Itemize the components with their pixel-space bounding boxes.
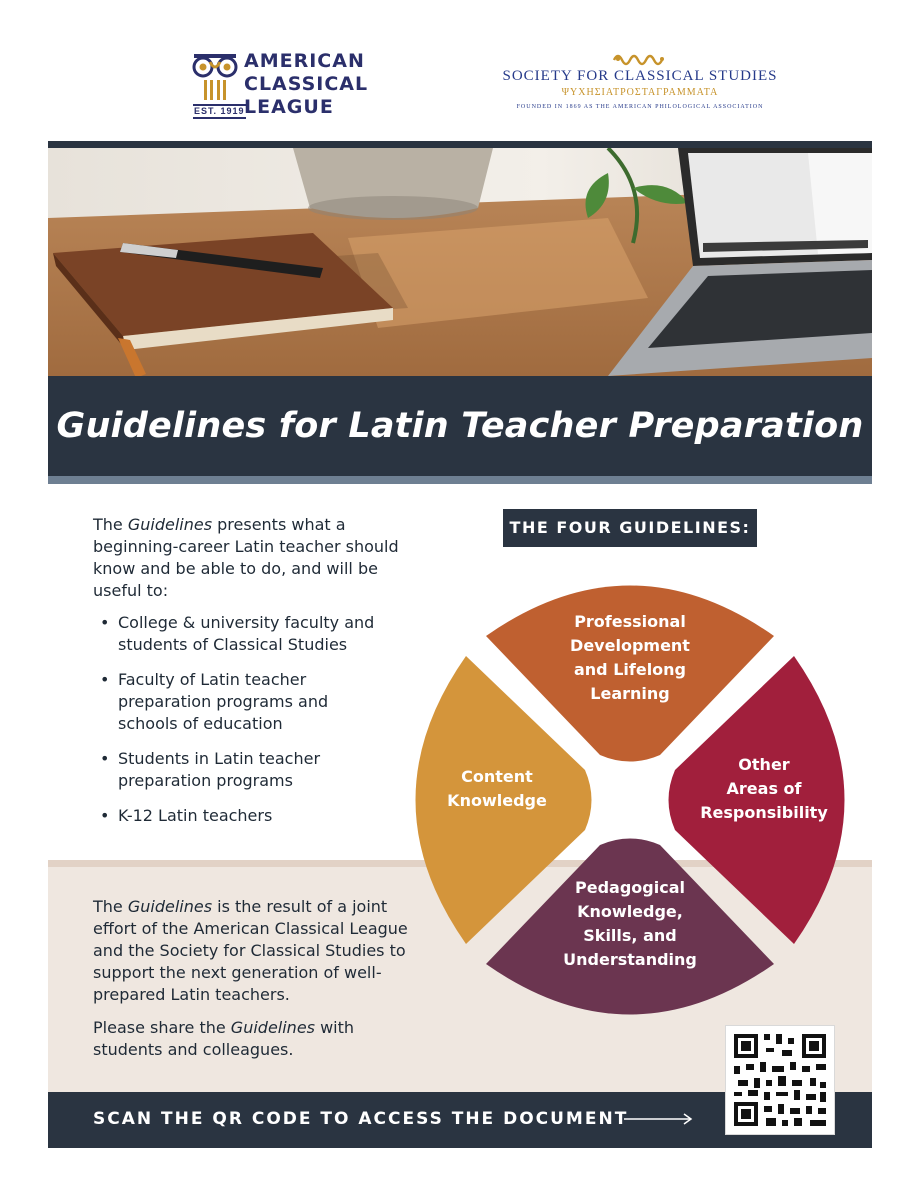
hero-photo — [48, 141, 872, 376]
guidelines-wheel — [400, 570, 860, 1030]
acl-logo — [192, 50, 372, 122]
acl-name: AMERICAN CLASSICAL LEAGUE — [244, 50, 369, 118]
title-banner — [48, 376, 872, 484]
list-item: • Students in Latin teacher preparation programs — [100, 748, 390, 792]
guideline-content-knowledge: Content Knowledge — [447, 767, 547, 810]
page-title: Guidelines for Latin Teacher Preparation — [56, 406, 864, 446]
guideline-other-areas: Other Areas of Responsibility — [700, 755, 828, 822]
desk-scene-illustration — [48, 148, 872, 376]
list-item: • Faculty of Latin teacher preparation programs and schools of education — [100, 669, 390, 735]
intro-paragraph: The Guidelines presents what a beginning-career Latin teacher should know and be able to do, and will be useful to: — [93, 515, 399, 600]
scs-logo — [500, 50, 780, 122]
banner-stripe — [48, 476, 872, 484]
acl-established: EST. 1919 — [193, 104, 246, 119]
audience-list — [100, 612, 390, 840]
arrow-right-icon — [624, 1113, 694, 1125]
qr-code[interactable] — [725, 1025, 835, 1135]
share-paragraph: Please share the Guidelines with students and colleagues. — [93, 1018, 355, 1059]
scs-founded-note: FOUNDED IN 1869 AS THE AMERICAN PHILOLOGICAL ASSOCIATION — [516, 104, 764, 110]
qr-code-icon[interactable] — [726, 1026, 834, 1134]
guideline-professional-development: Professional Development and Lifelong Learning — [570, 612, 690, 703]
scs-greek-motto: ΨΥΧΗΣΙΑΤΡΟΣΤΑΓΡΑΜΜΑΤΑ — [561, 87, 719, 98]
wave-ornament-icon — [610, 50, 670, 66]
scs-name: SOCIETY FOR CLASSICAL STUDIES — [502, 68, 778, 84]
qr-call-to-action: SCAN THE QR CODE TO ACCESS THE DOCUMENT — [93, 1109, 629, 1129]
four-guidelines-label: THE FOUR GUIDELINES: — [503, 509, 757, 547]
joint-effort-paragraph: The Guidelines is the result of a joint effort of the American Classical League and the Society for Classical Studies to support the next generation of well-prepared Latin teachers. — [93, 897, 408, 1004]
list-item: • College & university faculty and students of Classical Studies — [100, 612, 390, 656]
list-item: • K-12 Latin teachers — [100, 805, 390, 827]
guideline-pedagogical-knowledge: Pedagogical Knowledge, Skills, and Understanding — [563, 878, 697, 969]
